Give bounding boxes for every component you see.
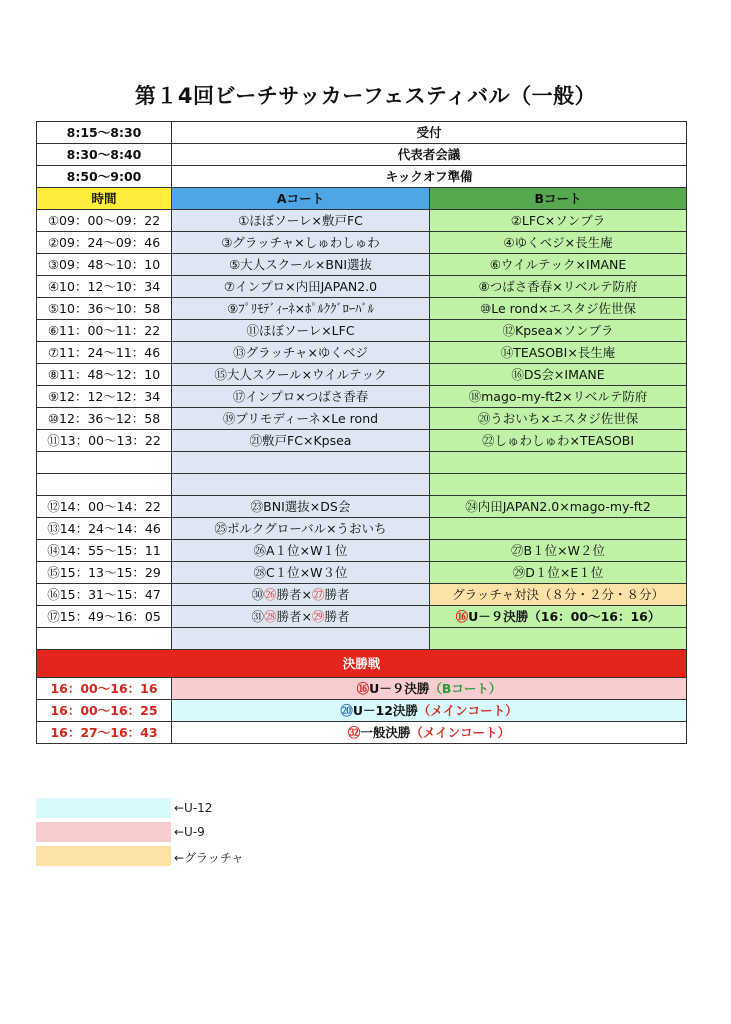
blank-cell: [37, 628, 172, 650]
legend-swatch-u12: [36, 798, 171, 818]
match-row: [37, 320, 687, 342]
match-row: [37, 584, 687, 606]
court-b-match: ㉔内田JAPAN2.0×mago-my-ft2: [430, 496, 687, 518]
match-row: [37, 342, 687, 364]
match-time: ⑬14：24〜14：46: [37, 518, 172, 540]
match-time: ⑥11：00〜11：22: [37, 320, 172, 342]
court-b-match: [430, 474, 687, 496]
prelim-label: キックオフ準備: [172, 166, 687, 188]
court-b-match: [430, 518, 687, 540]
final-court: （Bコート）: [429, 681, 502, 696]
court-a-match: ㉘C１位×W３位: [172, 562, 430, 584]
legend-swatch-gracha: [36, 846, 171, 866]
match-time: ⑫14：00〜14：22: [37, 496, 172, 518]
court-b-match: ⑳うおいち×エスタジ佐世保: [430, 408, 687, 430]
blank-cell: [430, 628, 687, 650]
ref-number: ㉘: [263, 609, 277, 624]
schedule-table: [36, 121, 687, 744]
court-b-match: ㉙D１位×E１位: [430, 562, 687, 584]
ref-number: ㉙: [311, 609, 325, 624]
match-row: [37, 254, 687, 276]
final-court: （メインコート）: [417, 703, 518, 718]
court-b-match: ⑯DS会×IMANE: [430, 364, 687, 386]
match-row: [37, 474, 687, 496]
match-number: ⑯: [455, 609, 469, 624]
prelim-label: 代表者会議: [172, 144, 687, 166]
match-time: ⑦11：24〜11：46: [37, 342, 172, 364]
match-number: ㉚: [251, 587, 264, 602]
court-b-match: ⑫Kpsea×ソンブラ: [430, 320, 687, 342]
court-b-match: ④ゆくベジ×長生庵: [430, 232, 687, 254]
court-a-match: ㉓BNI選抜×DS会: [172, 496, 430, 518]
court-b-match: [430, 606, 687, 628]
match-row: [37, 298, 687, 320]
final-time: 16：27〜16：43: [37, 722, 172, 744]
court-a-match: ③グラッチャ×しゅわしゅわ: [172, 232, 430, 254]
final-match: [172, 722, 687, 744]
court-a-match: ⑪ほぼソーレ×LFC: [172, 320, 430, 342]
match-time: ②09：24〜09：46: [37, 232, 172, 254]
court-b-match: グラッチャ対決（８分・２分・８分）: [430, 584, 687, 606]
final-row: [37, 678, 687, 700]
final-match: [172, 700, 687, 722]
prelim-row: [37, 144, 687, 166]
court-a-match: ⑦インプロ×内田JAPAN2.0: [172, 276, 430, 298]
ref-number: ㉗: [311, 587, 325, 602]
court-a-match: [172, 474, 430, 496]
prelim-time: 8:15〜8:30: [37, 122, 172, 144]
court-a-match: ㉖A１位×W１位: [172, 540, 430, 562]
prelim-row: [37, 166, 687, 188]
final-court: （メインコート）: [410, 725, 511, 740]
prelim-time: 8:30〜8:40: [37, 144, 172, 166]
match-text: 勝者: [324, 609, 350, 624]
match-time: ⑮15：13〜15：29: [37, 562, 172, 584]
match-time: ⑩12：36〜12：58: [37, 408, 172, 430]
match-row: [37, 562, 687, 584]
match-time: ③09：48〜10：10: [37, 254, 172, 276]
court-b-match: ⑥ウイルテック×IMANE: [430, 254, 687, 276]
match-row: [37, 232, 687, 254]
court-a-match: ⑬グラッチャ×ゆくベジ: [172, 342, 430, 364]
match-text: 勝者×: [276, 587, 312, 602]
court-b-match: ⑱mago-my-ft2×リベルテ防府: [430, 386, 687, 408]
court-a-match: ⑮大人スクール×ウイルテック: [172, 364, 430, 386]
final-time: 16：00〜16：16: [37, 678, 172, 700]
match-row: [37, 210, 687, 232]
court-a-match: ⑨ﾌﾟﾘﾓﾃﾞｨｰﾈ×ﾎﾟﾙｸｸﾞﾛｰﾊﾞﾙ: [172, 298, 430, 320]
court-a-match: [172, 452, 430, 474]
court-a-match: ㉕ポルクグローバル×うおいち: [172, 518, 430, 540]
header-court-b: Bコート: [430, 188, 687, 210]
legend-swatch-u9: [36, 822, 171, 842]
match-number: ㉛: [251, 609, 264, 624]
match-time: [37, 452, 172, 474]
match-row: [37, 276, 687, 298]
match-row: [37, 408, 687, 430]
finals-heading: 決勝戦: [37, 650, 687, 678]
court-a-match: [172, 584, 430, 606]
schedule-body: [37, 122, 687, 744]
match-time: ⑧11：48〜12：10: [37, 364, 172, 386]
court-a-match: ㉑敷戸FC×Kpsea: [172, 430, 430, 452]
prelim-label: 受付: [172, 122, 687, 144]
final-name: U－９決勝: [369, 681, 430, 696]
match-row: [37, 386, 687, 408]
match-time: [37, 474, 172, 496]
blank-row: [37, 628, 687, 650]
match-row: [37, 452, 687, 474]
prelim-time: 8:50〜9:00: [37, 166, 172, 188]
match-text: U－９決勝（16：00〜16：16）: [468, 609, 661, 624]
final-name: U－12決勝: [352, 703, 418, 718]
final-row: [37, 700, 687, 722]
match-time: ⑭14：55〜15：11: [37, 540, 172, 562]
court-b-match: ⑩Le rond×エスタジ佐世保: [430, 298, 687, 320]
prelim-row: [37, 122, 687, 144]
match-time: ④10：12〜10：34: [37, 276, 172, 298]
court-b-match: ②LFC×ソンブラ: [430, 210, 687, 232]
court-b-match: ㉒しゅわしゅわ×TEASOBI: [430, 430, 687, 452]
court-b-match: ⑭TEASOBI×長生庵: [430, 342, 687, 364]
court-b-match: ㉗B１位×W２位: [430, 540, 687, 562]
final-row: [37, 722, 687, 744]
match-time: ⑯15：31〜15：47: [37, 584, 172, 606]
blank-cell: [172, 628, 430, 650]
ref-number: ㉖: [263, 587, 277, 602]
court-a-match: ⑲プリモディーネ×Le rond: [172, 408, 430, 430]
match-text: 勝者: [324, 587, 350, 602]
match-row: [37, 518, 687, 540]
court-a-match: ①ほぼソーレ×敷戸FC: [172, 210, 430, 232]
header-time: 時間: [37, 188, 172, 210]
match-time: ⑤10：36〜10：58: [37, 298, 172, 320]
legend-label-u12: ←U-12: [174, 801, 213, 815]
match-row: [37, 606, 687, 628]
header-row: [37, 188, 687, 210]
match-number: ⑳: [340, 703, 353, 718]
finals-header-row: [37, 650, 687, 678]
legend-label-u9: ←U-9: [174, 825, 205, 839]
match-time: ⑰15：49〜16：05: [37, 606, 172, 628]
match-row: [37, 540, 687, 562]
match-time: ⑪13：00〜13：22: [37, 430, 172, 452]
header-court-a: Aコート: [172, 188, 430, 210]
court-b-match: [430, 452, 687, 474]
match-row: [37, 496, 687, 518]
final-name: 一般決勝: [360, 725, 411, 740]
match-time: ⑨12：12〜12：34: [37, 386, 172, 408]
match-number: ㉜: [347, 725, 361, 740]
legend-label-gracha: ←グラッチャ: [174, 851, 244, 865]
final-time: 16：00〜16：25: [37, 700, 172, 722]
match-time: ①09：00〜09：22: [37, 210, 172, 232]
court-a-match: ⑤大人スクール×BNI選抜: [172, 254, 430, 276]
match-text: 勝者×: [276, 609, 312, 624]
match-row: [37, 364, 687, 386]
match-number: ⑯: [356, 681, 370, 696]
court-a-match: [172, 606, 430, 628]
court-b-match: ⑧つばさ香春×リベルテ防府: [430, 276, 687, 298]
court-a-match: ⑰インプロ×つばさ香春: [172, 386, 430, 408]
page-title: 第１4回ビーチサッカーフェスティバル（一般）: [134, 84, 597, 108]
match-row: [37, 430, 687, 452]
final-match: [172, 678, 687, 700]
